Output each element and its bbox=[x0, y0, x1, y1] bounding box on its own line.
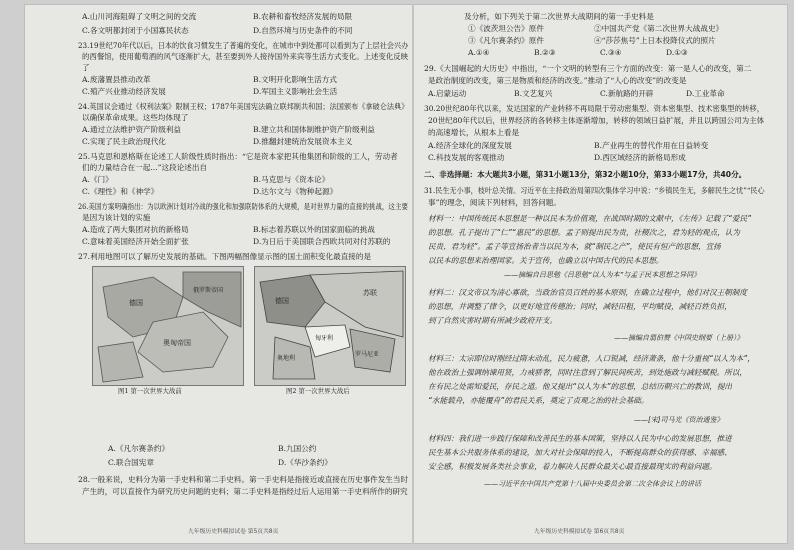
q22-option-b: B.农耕和畜牧经济发展的局限 bbox=[253, 12, 353, 21]
q23-stem-2: 的西餐馆，使用葡萄酒的风气逐渐扩大，甚至要到外人接待国外来宾等生活方式变化。上述变化反映 bbox=[82, 52, 409, 61]
q24-option-d: D.推翻封建统治发展资本主义 bbox=[253, 137, 353, 146]
q27-stem: 27.利用地图可以了解历史发展的基础。下图两幅图像显示图的国土面积变化最直接的是 bbox=[78, 252, 372, 261]
material-3-line-2: 他在政治上强调纳谏用贤，力戒骄奢，同时注意到了解民间疾苦，到处施政与减轻赋税。所以， bbox=[428, 368, 747, 377]
q28-answer-a: A.①④ bbox=[468, 48, 490, 57]
map2-label-soviet: 苏联 bbox=[363, 289, 377, 297]
q27-option-b: B.九国公约 bbox=[278, 444, 317, 453]
q28-answer-c: C.③④ bbox=[600, 48, 622, 57]
map1-label-russia: 俄罗斯帝国 bbox=[193, 287, 224, 294]
q28-item-4: ④“莎莎焦号”上日本投降仪式的照片 bbox=[594, 36, 716, 45]
q27-option-d: D.《华沙条约》 bbox=[278, 458, 332, 467]
q29-option-a: A.启蒙运动 bbox=[428, 89, 467, 98]
q27-option-a: A.《凡尔赛条约》 bbox=[108, 444, 170, 453]
q30-option-d: D.西区域经济的新格局形成 bbox=[594, 153, 686, 162]
material-3-line-1: 材料三：太宗即位时刚经过隋末动乱，民力疲惫，人口锐减，经济萧条，他十分重视“以人为本”， bbox=[428, 354, 755, 363]
material-2-line-3: 到了自然灾害时期有所减少政府开支。 bbox=[428, 316, 558, 325]
map2-label-germany: 德国 bbox=[275, 297, 289, 305]
material-2-line-2: 的思想，并调整了律令，以更好地宣传德治；同时，减轻田租，平均赋役，减轻百姓负担， bbox=[428, 302, 732, 311]
q23-option-b: B.文明开化影响生活方式 bbox=[253, 75, 337, 84]
q26-stem-1: 26.美国方案明确指出：为以欧洲计划对冷战的强化和加强联防体系的大规模，是对世界力量的直接的挑战，这主要 bbox=[78, 202, 409, 211]
q25-option-d: D.达尔文与《物种起源》 bbox=[253, 187, 338, 196]
q22-option-d: D.自然环境与历史条件的不同 bbox=[253, 26, 353, 35]
q24-stem-1: 24.英国议会通过《权利法案》限制王权；1787年美国宪法确立联邦制共和国；法国颁布《拿破仑法典》 bbox=[78, 102, 409, 111]
q25-stem-2: 们的力量结合在一起...”这段论述出自 bbox=[82, 163, 208, 172]
q31-stem-1: 31.民生无小事，枝叶总关情。习近平在主持政治局第四次集体学习中说：“乡镇民生无，多解民生之忧”“民心 bbox=[424, 186, 765, 195]
q28-stem-2: 产生的，可以直接作为研究历史问题的史料；第二手史料是指经过后人运用第一手史料所作的研究 bbox=[82, 487, 408, 496]
q26-stem-2: 是因为该计划的实施 bbox=[82, 213, 151, 222]
material-1-source: ——摘编自吕思勉《吕思勉“以人为本”与孟子民本思想之异同》 bbox=[504, 271, 701, 279]
material-3-source: ——[宋]司马光《资治通鉴》 bbox=[634, 416, 724, 424]
q30-option-a: A.经济全球化的深度发展 bbox=[428, 141, 512, 150]
q26-option-d: D.为日后于美国联合西欧共同对付苏联的 bbox=[253, 237, 391, 246]
q28-item-1: ①《波茨坦公告》原件 bbox=[468, 24, 544, 33]
q22-option-c: C.各文明都封闭于小国寡民状态 bbox=[82, 26, 189, 35]
q24-option-a: A.通过立法维护资产阶级利益 bbox=[82, 125, 182, 134]
map2-caption: 图2 第一次世界大战后 bbox=[286, 387, 350, 395]
q23-stem-1: 23.19世纪70年代以后，日本的饮食习惯发生了普遍的变化，在城市中到处都可以看到为了上层社会兴办 bbox=[78, 41, 409, 50]
material-2-source: ——摘编自翦伯赞《中国史纲要（上册）》 bbox=[614, 334, 744, 342]
material-1-line-3: 民贵、君为轻”。孟子等宣扬治者当以民为本，就“制民之产”，使民有恒产的思想，宣扬 bbox=[428, 242, 721, 251]
material-4-line-2: 民生基本公共服务体系的建设，加大对社会保障的投入，不断提高群众的获得感、幸福感、 bbox=[428, 448, 732, 457]
right-page-footer: 九年级历史科模拟试卷 第6页共8页 bbox=[534, 529, 625, 535]
q23-option-a: A.废藩置县推动改革 bbox=[82, 75, 151, 84]
q23-option-d: D.军国主义影响社会生活 bbox=[253, 87, 338, 96]
q26-option-c: C.意味着美国经济开始全面扩张 bbox=[82, 237, 189, 246]
material-3-line-3: 在有民之处需知爱民，存民之道。他又提出“以人为本”的思想，总结历朝兴亡的教训，提出 bbox=[428, 382, 733, 391]
q30-option-c: C.科技发展的客观推动 bbox=[428, 153, 505, 162]
q25-option-c: C.《理性》和《神学》 bbox=[82, 187, 159, 196]
q24-stem-2: 以确保革命成果。这些均体现了 bbox=[82, 113, 189, 122]
section-2-title: 二、非选择题：本大题共3小题，第31小题13分，第32小题10分，第33小题17分，共40分。 bbox=[424, 170, 747, 179]
exam-spread bbox=[24, 4, 788, 544]
q27-option-c: C.联合国宪章 bbox=[108, 458, 154, 467]
q28-answer-b: B.②③ bbox=[534, 48, 556, 57]
q25-option-b: B.马克思与《资本论》 bbox=[253, 175, 330, 184]
map-before-shapes bbox=[93, 267, 243, 385]
material-1-line-2: 的思想。孔子提出了“仁”“惠民”的思想。孟子则提出民为贵，社稷次之，君为轻的观点，认为 bbox=[428, 228, 740, 237]
q29-stem-2: 是政治制度的改变，第三是物质和经济的改变。”推动了“人心的改变”的改变是 bbox=[428, 76, 687, 85]
q28-item-2: ②中国共产党《第二次世界大战战史》 bbox=[594, 24, 724, 33]
q30-option-b: B.产业再生的替代作用在日益转变 bbox=[594, 141, 709, 150]
q26-option-b: B.标志着苏联以外的国家面临的挑战 bbox=[253, 225, 375, 234]
q25-option-a: A.《门》 bbox=[82, 175, 113, 184]
page-fold bbox=[412, 4, 414, 544]
material-4-line-1: 材料四：我们进一步践行保障和改善民生的基本国策，坚持以人民为中心的发展思想，推进 bbox=[428, 434, 732, 443]
map1-label-germany: 德国 bbox=[129, 299, 143, 307]
q29-option-d: D.工业革命 bbox=[686, 89, 725, 98]
map1-caption: 图1 第一次世界大战前 bbox=[118, 387, 182, 395]
q24-option-c: C.实现了民主政治现代化 bbox=[82, 137, 166, 146]
map-after-shapes bbox=[255, 267, 405, 385]
material-1-line-1: 材料一：中国传统民本思想是一种以民本为价值观，在战国时期的文献中，《左传》记载了“爱民” bbox=[428, 214, 752, 223]
q29-stem-1: 29.《大国崛起的大历史》中指出，“一个文明的转型有三个方面的改变：第一是人心的改变，第二 bbox=[424, 64, 752, 73]
material-4-line-3: 安全感，积极发展各类社会事业，着力解决人民群众最关心最直接最现实的利益问题。 bbox=[428, 462, 717, 471]
q24-option-b: B.建立共和国体制维护资产阶级利益 bbox=[253, 125, 375, 134]
map2-label-hungary: 匈牙利 bbox=[315, 335, 334, 342]
material-2-line-1: 材料二：汉文帝以为清心寡欲，当政治官员百姓的基本原则，在确立过程中，他们对汉王朝制度 bbox=[428, 288, 747, 297]
q28-item-3: ③《凡尔赛条约》原件 bbox=[468, 36, 544, 45]
q30-stem-3: 的高速增长，从根本上看是 bbox=[428, 128, 520, 137]
q26-option-a: A.造成了两大集团对抗的新格局 bbox=[82, 225, 189, 234]
q23-stem-3: 了 bbox=[82, 63, 90, 72]
q22-option-a: A.山川河海阻碍了文明之间的交流 bbox=[82, 12, 197, 21]
q28-answer-d: D.①③ bbox=[666, 48, 688, 57]
material-3-line-4: “水能载舟，亦能覆舟”的君民关系，奠定了贞观之治的社会基础。 bbox=[428, 396, 649, 405]
q29-option-c: C.新航路的开辟 bbox=[600, 89, 654, 98]
map-before-ww1 bbox=[92, 266, 244, 386]
q28-stem-1: 28.一般来说，史料分为第一手史料和第二手史料。第一手史料是指接近或直接在历史事件发生当时 bbox=[78, 475, 409, 484]
map2-label-romania: 罗马尼亚 bbox=[355, 351, 380, 358]
q29-option-b: B.文艺复兴 bbox=[514, 89, 553, 98]
q31-stem-2: 事”的理念，阅读下列材料，回答问题。 bbox=[428, 198, 561, 207]
q30-stem-2: 20世纪80年代以后，世界经济的各转移主体逐渐增加，转移的领域日益扩展，并且以跨国公司为主体 bbox=[428, 116, 765, 125]
map1-label-austria-hungary: 奥匈帝国 bbox=[163, 339, 191, 347]
q23-option-c: C.殖产兴业推动经济发展 bbox=[82, 87, 166, 96]
map2-label-austria: 奥地利 bbox=[277, 355, 296, 362]
material-4-source: ——习近平在中国共产党第十八届中央委员会第二次全体会议上的讲话 bbox=[484, 480, 701, 488]
left-page-footer: 九年级历史科模拟试卷 第5页共8页 bbox=[188, 529, 279, 535]
q30-stem-1: 30.20世纪80年代以来，发达国家的产业转移不再局限于劳动密集型、资本密集型、技术密集型的转移， bbox=[424, 104, 765, 113]
q25-stem-1: 25.马克思和恩格斯在论述工人阶级性质时指出：“它是资本家把其他集团和阶级的工人，劳动者 bbox=[78, 152, 398, 161]
material-1-line-4: 以民本的思想来治理国家。关于宣传，也确立以中国古代的民本思想。 bbox=[428, 256, 664, 265]
q28-continued: 及分析，如下列关于第二次世界大战期间的第一手史料是 bbox=[464, 12, 654, 21]
map-after-ww1 bbox=[254, 266, 406, 386]
